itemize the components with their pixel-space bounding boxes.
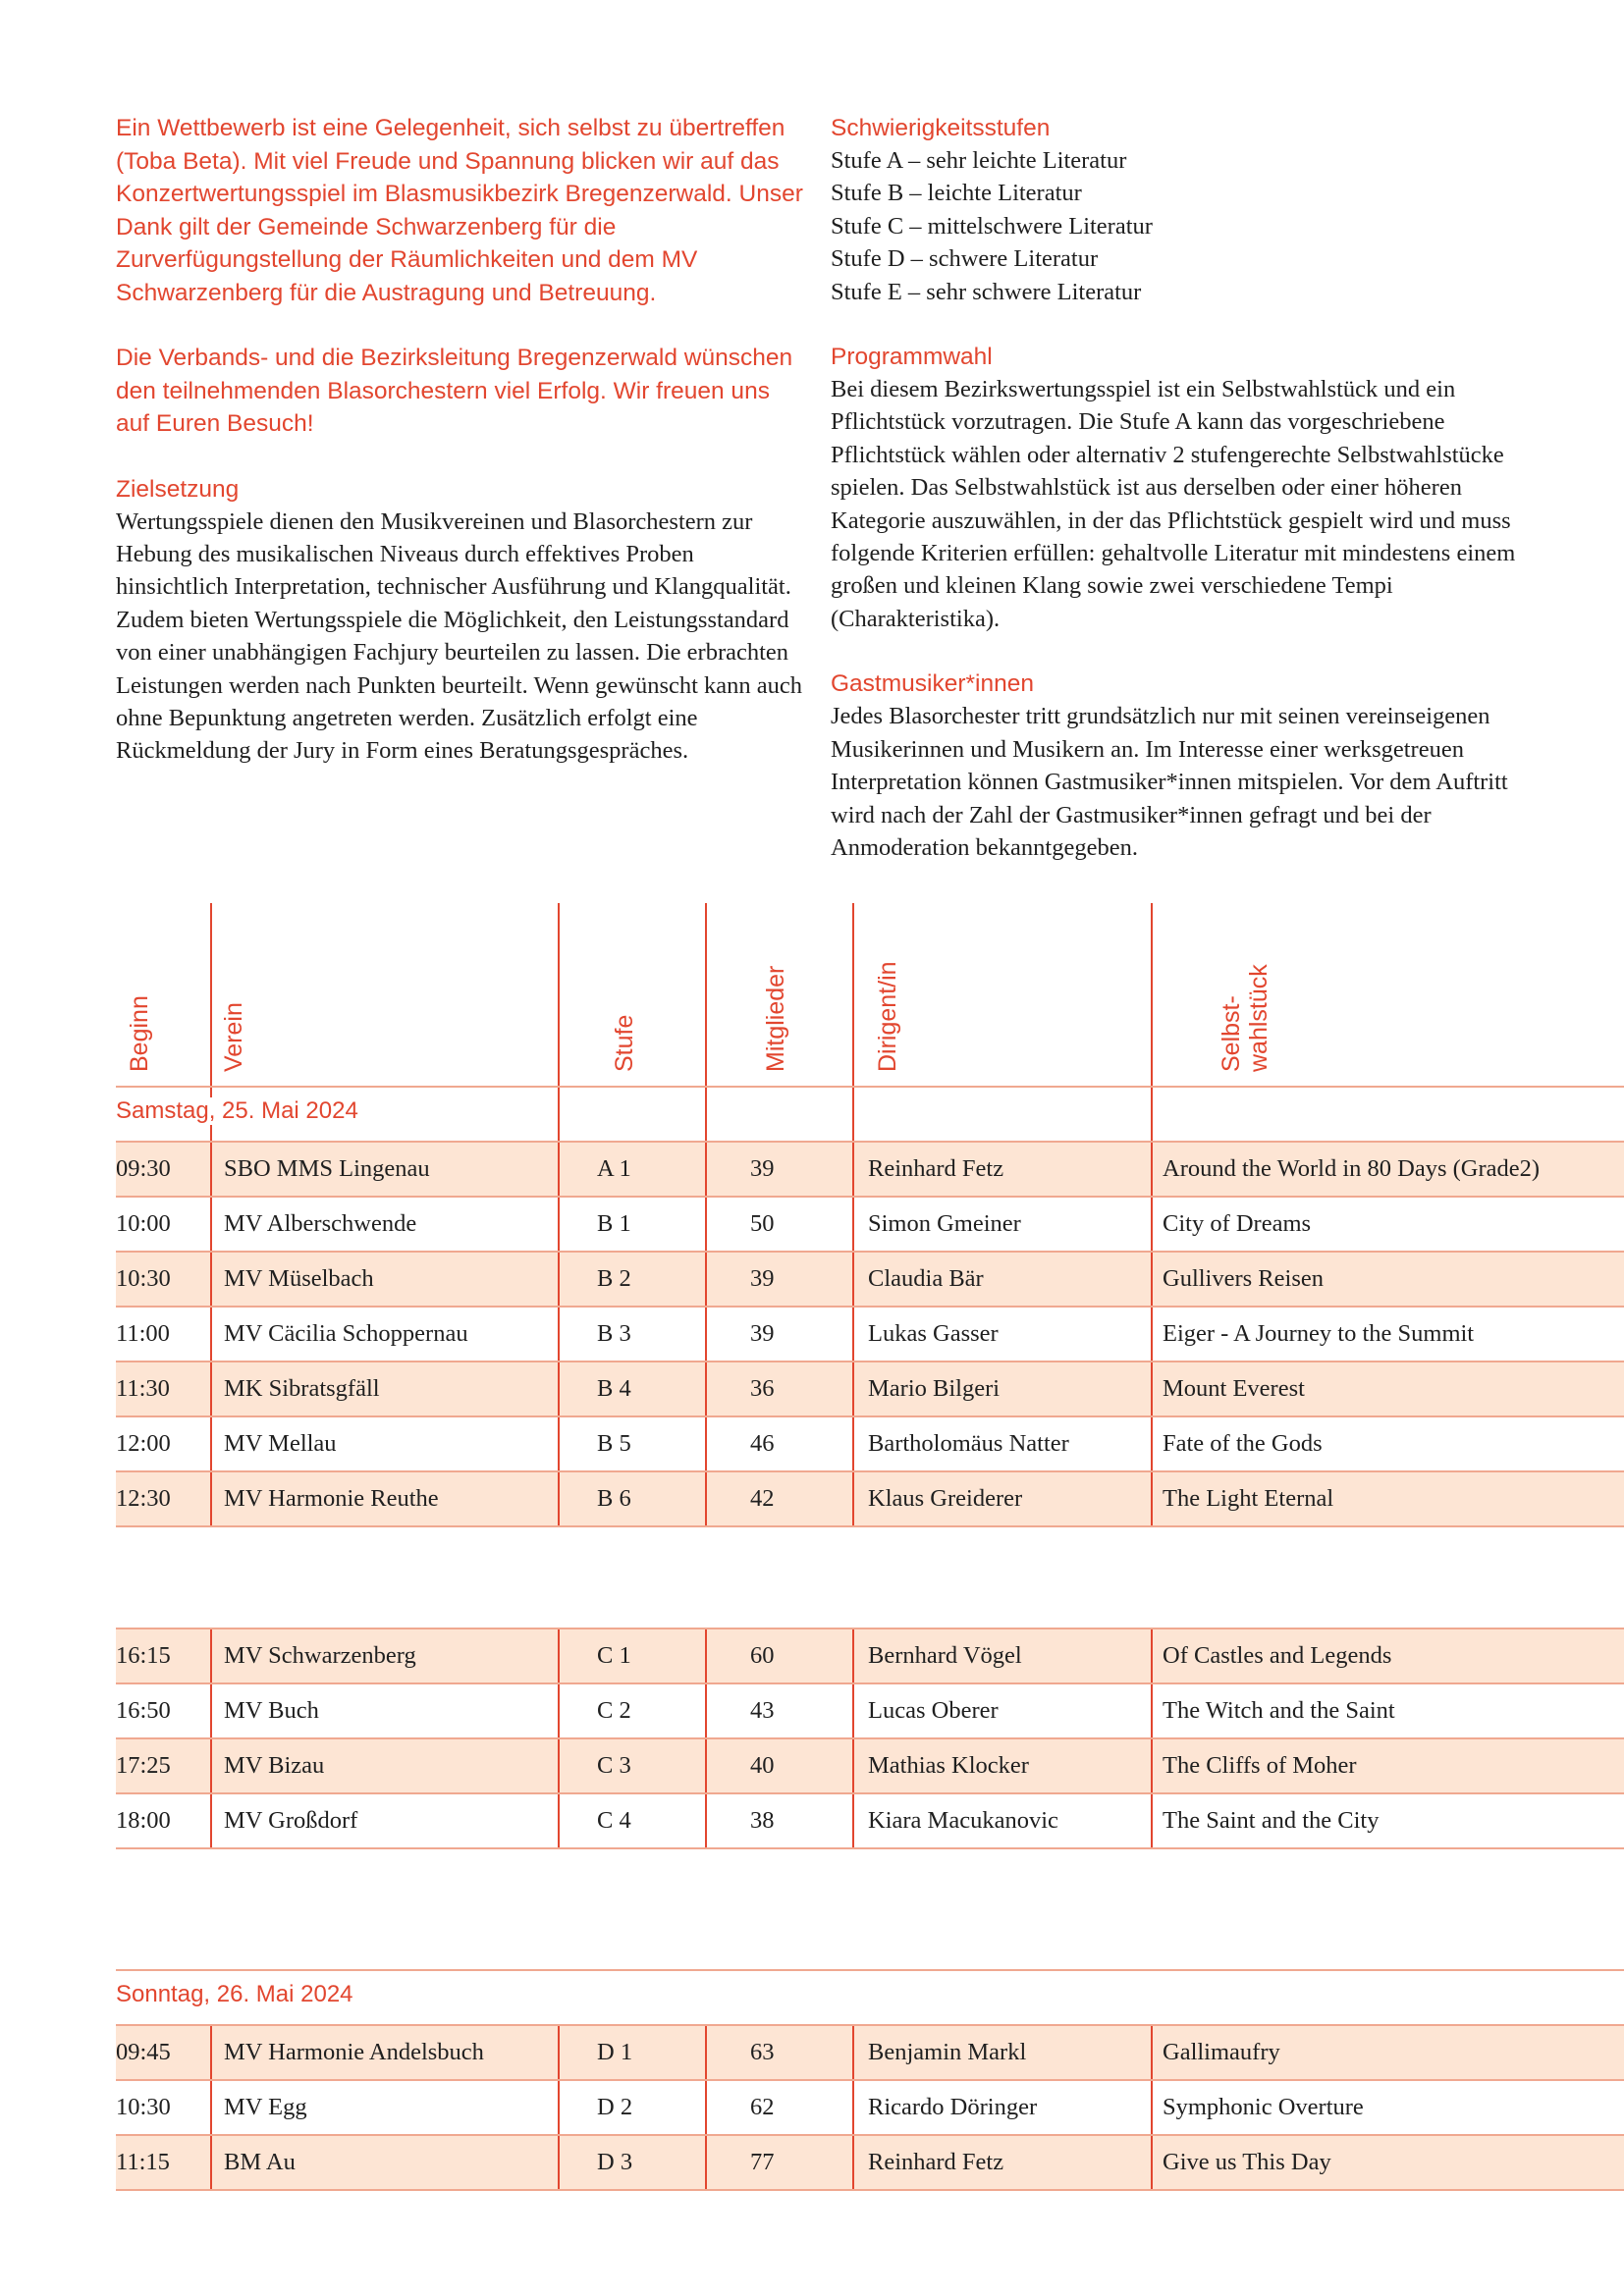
- table-row: [116, 1628, 1624, 1682]
- members-cell: 36: [705, 1362, 852, 1415]
- column-divider: [705, 1088, 707, 1141]
- conductor-cell: Ricardo Döringer: [852, 2081, 1151, 2134]
- programmwahl-heading: Programmwahl: [831, 344, 993, 371]
- piece-cell: Symphonic Overture: [1151, 2081, 1624, 2134]
- club-cell: MK Sibratsgfäll: [210, 1362, 558, 1415]
- members-cell: 39: [705, 1308, 852, 1361]
- time-cell: 17:25: [116, 1752, 171, 1779]
- level-cell: C 1: [558, 1629, 705, 1682]
- table-row: [116, 1737, 1624, 1792]
- time-cell: 10:30: [116, 1265, 171, 1292]
- level-cell: C 3: [558, 1739, 705, 1792]
- members-cell: 60: [705, 1629, 852, 1682]
- gastmusiker-text: Jedes Blasorchester tritt grundsätzlich nur mit seinen vereinseigenen Musikerinnen und Musikern an. Im Interesse einer werksgetreuen Interpretation können Gastmusiker*innen mitspielen. Vor dem Auftritt wird nach der Zahl der Gastmusiker*innen gefragt und bei der Anmoderation bekanntgegeben.: [831, 703, 1508, 861]
- conductor-cell: Benjamin Markl: [852, 2026, 1151, 2079]
- piece-cell: Eiger - A Journey to the Summit: [1151, 1308, 1624, 1361]
- column-divider: [210, 903, 212, 1086]
- header-begin: Beginn: [126, 995, 153, 1072]
- conductor-cell: Lucas Oberer: [852, 1684, 1151, 1737]
- level-cell: C 2: [558, 1684, 705, 1737]
- conductor-cell: Reinhard Fetz: [852, 1143, 1151, 1196]
- table-row: [116, 1141, 1624, 1196]
- column-divider: [852, 903, 854, 1086]
- time-cell: 09:30: [116, 1155, 171, 1182]
- club-cell: MV Harmonie Andelsbuch: [210, 2026, 558, 2079]
- conductor-cell: Simon Gmeiner: [852, 1198, 1151, 1251]
- level-cell: B 2: [558, 1253, 705, 1306]
- intro-paragraph-2: Die Verbands- und die Bezirksleitung Bregenzerwald wünschen den teilnehmenden Blasorchestern viel Erfolg. Wir freuen uns auf Euren Besuch!: [116, 345, 793, 437]
- time-cell: 11:30: [116, 1375, 170, 1402]
- table-header: [116, 903, 1624, 1086]
- conductor-cell: Bernhard Vögel: [852, 1629, 1151, 1682]
- block-3: [116, 2024, 1624, 2191]
- schwierigkeit-heading: Schwierigkeitsstufen: [831, 115, 1051, 141]
- piece-cell: The Cliffs of Moher: [1151, 1739, 1624, 1792]
- members-cell: 46: [705, 1417, 852, 1470]
- members-cell: 50: [705, 1198, 852, 1251]
- level-cell: B 5: [558, 1417, 705, 1470]
- conductor-cell: Mario Bilgeri: [852, 1362, 1151, 1415]
- time-cell: 10:30: [116, 2094, 171, 2120]
- header-conductor: Dirigent/in: [874, 961, 901, 1072]
- members-cell: 42: [705, 1472, 852, 1525]
- column-divider: [558, 903, 560, 1086]
- level-item: Stufe C – mittelschwere Literatur: [831, 212, 1153, 240]
- table-row: [116, 1251, 1624, 1306]
- time-cell: 18:00: [116, 1807, 171, 1834]
- club-cell: MV Bizau: [210, 1739, 558, 1792]
- header-piece-line2: wahlstück: [1245, 964, 1272, 1072]
- programmwahl-section: [831, 341, 1538, 635]
- conductor-cell: Lukas Gasser: [852, 1308, 1151, 1361]
- piece-cell: The Light Eternal: [1151, 1472, 1624, 1525]
- table-row: [116, 1361, 1624, 1415]
- level-cell: D 1: [558, 2026, 705, 2079]
- zielsetzung-text: Wertungsspiele dienen den Musikvereinen und Blasorchestern zur Hebung des musikalischen Niveaus durch effektives Proben hinsichtlich Interpretation, technischer Ausführung und Klangqualität. Zudem bieten Wertungsspiele die Möglichkeit, den Leistungsstandard von einer unabhängigen Fachjury beurteilen zu lassen. Die erbrachten Leistungen werden nach Punkten beurteilt. Wenn gewünscht kann auch ohne Bepunktung angetreten werden. Zusätzlich erfolgt eine Rückmeldung der Jury in Form eines Beratungsgespräches.: [116, 507, 803, 765]
- conductor-cell: Klaus Greiderer: [852, 1472, 1151, 1525]
- time-cell: 11:00: [116, 1320, 170, 1347]
- table-row: [116, 1682, 1624, 1737]
- table-row: [116, 1415, 1624, 1470]
- column-divider: [1151, 1088, 1153, 1141]
- time-cell: 16:50: [116, 1697, 171, 1724]
- level-cell: B 3: [558, 1308, 705, 1361]
- block-1: [116, 1141, 1624, 1527]
- day-row-sunday: [116, 1969, 1624, 2024]
- block-2: [116, 1628, 1624, 1849]
- level-item: Stufe D – schwere Literatur: [831, 245, 1099, 273]
- time-cell: 09:45: [116, 2039, 171, 2065]
- piece-cell: The Witch and the Saint: [1151, 1684, 1624, 1737]
- club-cell: MV Großdorf: [210, 1794, 558, 1847]
- table-row: [116, 1196, 1624, 1251]
- members-cell: 39: [705, 1143, 852, 1196]
- gastmusiker-section: [831, 667, 1538, 864]
- club-cell: MV Alberschwende: [210, 1198, 558, 1251]
- piece-cell: Gullivers Reisen: [1151, 1253, 1624, 1306]
- schedule-table: [116, 903, 1624, 2191]
- level-cell: B 6: [558, 1472, 705, 1525]
- members-cell: 38: [705, 1794, 852, 1847]
- members-cell: 77: [705, 2136, 852, 2189]
- column-divider: [852, 1088, 854, 1141]
- column-divider: [1151, 903, 1153, 1086]
- header-piece-line1: Selbst-: [1218, 995, 1245, 1072]
- intro-paragraph-1: Ein Wettbewerb ist eine Gelegenheit, sich selbst zu übertreffen (Toba Beta). Mit viel Freude und Spannung blicken wir auf das Konzertwertungsspiel im Blasmusikbezirk Bregenzerwald. Unser Dank gilt der Gemeinde Schwarzenberg für die Zurverfügungstellung der Räumlichkeiten und dem MV Schwarzenberg für die Austragung und Betreuung.: [116, 115, 803, 306]
- conductor-cell: Bartholomäus Natter: [852, 1417, 1151, 1470]
- time-cell: 10:00: [116, 1210, 171, 1237]
- club-cell: MV Cäcilia Schoppernau: [210, 1308, 558, 1361]
- time-cell: 12:00: [116, 1430, 171, 1457]
- level-item: Stufe A – sehr leichte Literatur: [831, 147, 1127, 174]
- left-column: [116, 112, 803, 768]
- time-cell: 12:30: [116, 1485, 171, 1512]
- conductor-cell: Reinhard Fetz: [852, 2136, 1151, 2189]
- programmwahl-text: Bei diesem Bezirkswertungsspiel ist ein Selbstwahlstück und ein Pflichtstück vorzutragen. Die Stufe A kann das vorgeschriebene Pflichtstück wählen oder alternativ 2 stufengerechte Selbstwahlstücke spielen. Das Selbstwahlstück ist aus derselben oder einer höheren Kategorie auszuwählen, in der das Pflichtstück gespielt wird und muss folgende Kriterien erfüllen: gehaltvolle Literatur mit mindestens einem großen und kleinen Klang sowie zwei verschiedene Tempi (Charakteristika).: [831, 376, 1516, 632]
- column-divider: [705, 903, 707, 1086]
- level-cell: D 3: [558, 2136, 705, 2189]
- conductor-cell: Mathias Klocker: [852, 1739, 1151, 1792]
- table-row: [116, 2079, 1624, 2134]
- piece-cell: Of Castles and Legends: [1151, 1629, 1624, 1682]
- level-list: [831, 144, 1538, 308]
- members-cell: 43: [705, 1684, 852, 1737]
- piece-cell: Gallimaufry: [1151, 2026, 1624, 2079]
- schwierigkeit-section: [831, 112, 1538, 308]
- club-cell: MV Schwarzenberg: [210, 1629, 558, 1682]
- column-divider: [558, 1088, 560, 1141]
- piece-cell: Mount Everest: [1151, 1362, 1624, 1415]
- time-cell: 11:15: [116, 2149, 170, 2175]
- club-cell: MV Mellau: [210, 1417, 558, 1470]
- piece-cell: City of Dreams: [1151, 1198, 1624, 1251]
- table-row: [116, 2134, 1624, 2191]
- table-row: [116, 1306, 1624, 1361]
- conductor-cell: Kiara Macukanovic: [852, 1794, 1151, 1847]
- header-club: Verein: [220, 1002, 247, 1072]
- conductor-cell: Claudia Bär: [852, 1253, 1151, 1306]
- day-label: Sonntag, 26. Mai 2024: [116, 1981, 353, 2007]
- members-cell: 62: [705, 2081, 852, 2134]
- club-cell: SBO MMS Lingenau: [210, 1143, 558, 1196]
- club-cell: MV Müselbach: [210, 1253, 558, 1306]
- level-cell: D 2: [558, 2081, 705, 2134]
- table-row: [116, 1792, 1624, 1849]
- zielsetzung-heading: Zielsetzung: [116, 475, 240, 503]
- level-cell: A 1: [558, 1143, 705, 1196]
- level-item: Stufe E – sehr schwere Literatur: [831, 278, 1142, 305]
- level-cell: C 4: [558, 1794, 705, 1847]
- level-cell: B 1: [558, 1198, 705, 1251]
- club-cell: MV Harmonie Reuthe: [210, 1472, 558, 1525]
- piece-cell: The Saint and the City: [1151, 1794, 1624, 1847]
- level-item: Stufe B – leichte Literatur: [831, 180, 1082, 207]
- members-cell: 63: [705, 2026, 852, 2079]
- level-cell: B 4: [558, 1362, 705, 1415]
- gastmusiker-heading: Gastmusiker*innen: [831, 670, 1034, 698]
- time-cell: 16:15: [116, 1642, 171, 1669]
- header-level: Stufe: [611, 1014, 638, 1072]
- piece-cell: Give us This Day: [1151, 2136, 1624, 2189]
- right-column: [831, 112, 1538, 864]
- club-cell: MV Buch: [210, 1684, 558, 1737]
- members-cell: 39: [705, 1253, 852, 1306]
- piece-cell: Around the World in 80 Days (Grade2): [1151, 1143, 1624, 1196]
- day-row-saturday: [116, 1086, 1624, 1141]
- club-cell: BM Au: [210, 2136, 558, 2189]
- members-cell: 40: [705, 1739, 852, 1792]
- club-cell: MV Egg: [210, 2081, 558, 2134]
- table-row: [116, 1470, 1624, 1527]
- day-label: Samstag, 25. Mai 2024: [116, 1097, 366, 1125]
- piece-cell: Fate of the Gods: [1151, 1417, 1624, 1470]
- zielsetzung-section: [116, 473, 803, 768]
- header-members: Mitglieder: [762, 965, 789, 1072]
- table-row: [116, 2024, 1624, 2079]
